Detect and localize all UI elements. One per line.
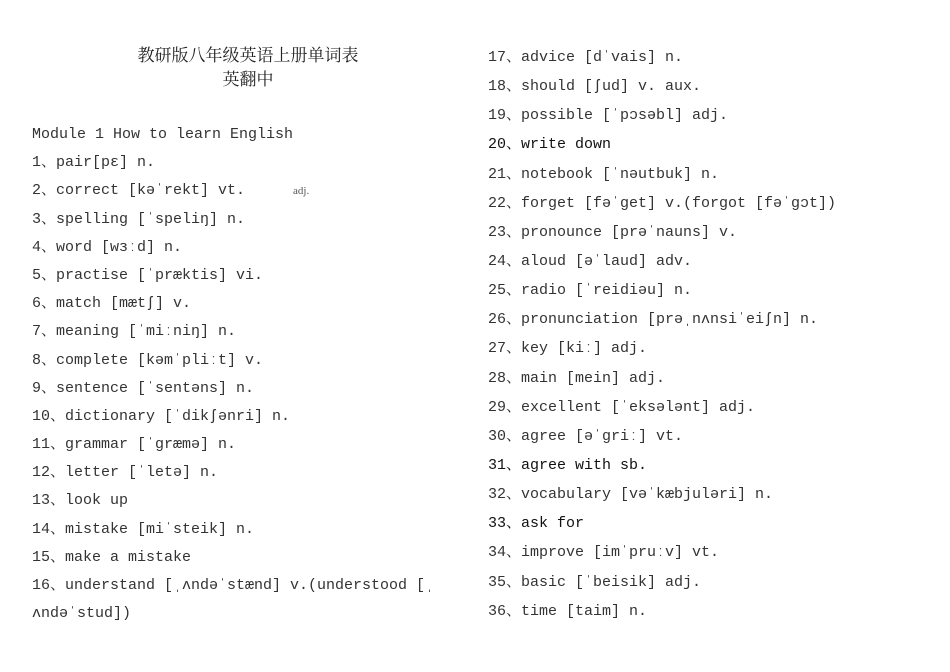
word-entry: 8、complete [kəmˈpliːt] v.	[32, 351, 264, 369]
word-entry: 14、mistake [miˈsteik] n.	[32, 520, 255, 538]
word-entry: 22、forget [fəˈget] v.(forgot [fəˈgɔt])	[488, 194, 837, 212]
page-title: 教研版八年级英语上册单词表	[137, 46, 359, 66]
word-entry: 30、agree [əˈɡriː] vt.	[488, 427, 684, 445]
phrase-entry: 15、make a mistake	[32, 548, 192, 566]
word-entry: 25、radio [ˈreidiəu] n.	[488, 282, 693, 300]
word-entry: 23、pronounce [prəˈnauns] v.	[488, 223, 738, 241]
word-entry: 18、should [ʃud] v. aux.	[488, 78, 702, 96]
phrase-entry: 13、look up	[32, 492, 129, 510]
word-entry: 28、main [mein] adj.	[488, 369, 666, 387]
module-heading: Module 1 How to learn English	[32, 126, 294, 143]
word-entry: 16、understand [ˌʌndəˈstænd] v.(understood [ˌ	[32, 577, 435, 594]
right-column	[488, 43, 928, 626]
word-entry: 29、excellent [ˈeksələnt] adj.	[488, 398, 756, 416]
word-entry: 6、match [mætʃ] v.	[32, 295, 192, 313]
word-entry: 34、improve [imˈpruːv] vt.	[488, 544, 720, 562]
word-entry: 19、possible [ˈpɔsəbl] adj.	[488, 107, 729, 125]
word-entry: 5、practise [ˈpræktis] vi.	[32, 266, 264, 284]
word-entry: 27、key [kiː] adj.	[488, 340, 648, 358]
word-entry-continuation: ʌndəˈstud])	[32, 605, 132, 623]
page-subtitle: 英翻中	[222, 70, 274, 90]
word-entry: 1、pair[pɛ] n.	[32, 154, 156, 172]
phrase-entry: 20、write down	[488, 136, 612, 154]
word-entry: 32、vocabulary [vəˈkæbjuləri] n.	[488, 486, 774, 504]
word-entry: 3、spelling [ˈspeliŋ] n.	[32, 210, 246, 228]
word-entry: 24、aloud [əˈlaud] adv.	[488, 252, 693, 270]
word-entry: 2、correct [kəˈrekt] vt.	[32, 182, 246, 200]
word-entry: 4、word [wɜːd] n.	[32, 238, 183, 256]
word-entry: 9、sentence [ˈsentəns] n.	[32, 379, 255, 397]
word-entry: 7、meaning [ˈmiːniŋ] n.	[32, 323, 237, 341]
word-entry: 10、dictionary [ˈdikʃənri] n.	[32, 407, 291, 425]
phrase-entry: 31、agree with sb.	[488, 456, 648, 474]
word-entry: 26、pronunciation [prəˌnʌnsiˈeiʃn] n.	[488, 311, 819, 329]
word-entry: 21、notebook [ˈnəutbuk] n.	[488, 165, 720, 183]
phrase-entry: 33、ask for	[488, 515, 585, 533]
stray-pos-label: adj.	[293, 185, 310, 197]
word-entry: 12、letter [ˈletə] n.	[32, 464, 219, 482]
word-entry: 11、grammar [ˈɡræmə] n.	[32, 436, 237, 454]
word-entry: 36、time [taim] n.	[488, 602, 648, 620]
left-column	[32, 121, 462, 628]
word-entry: 17、advice [dˈvais] n.	[488, 49, 684, 66]
word-entry: 35、basic [ˈbeisik] adj.	[488, 573, 702, 591]
